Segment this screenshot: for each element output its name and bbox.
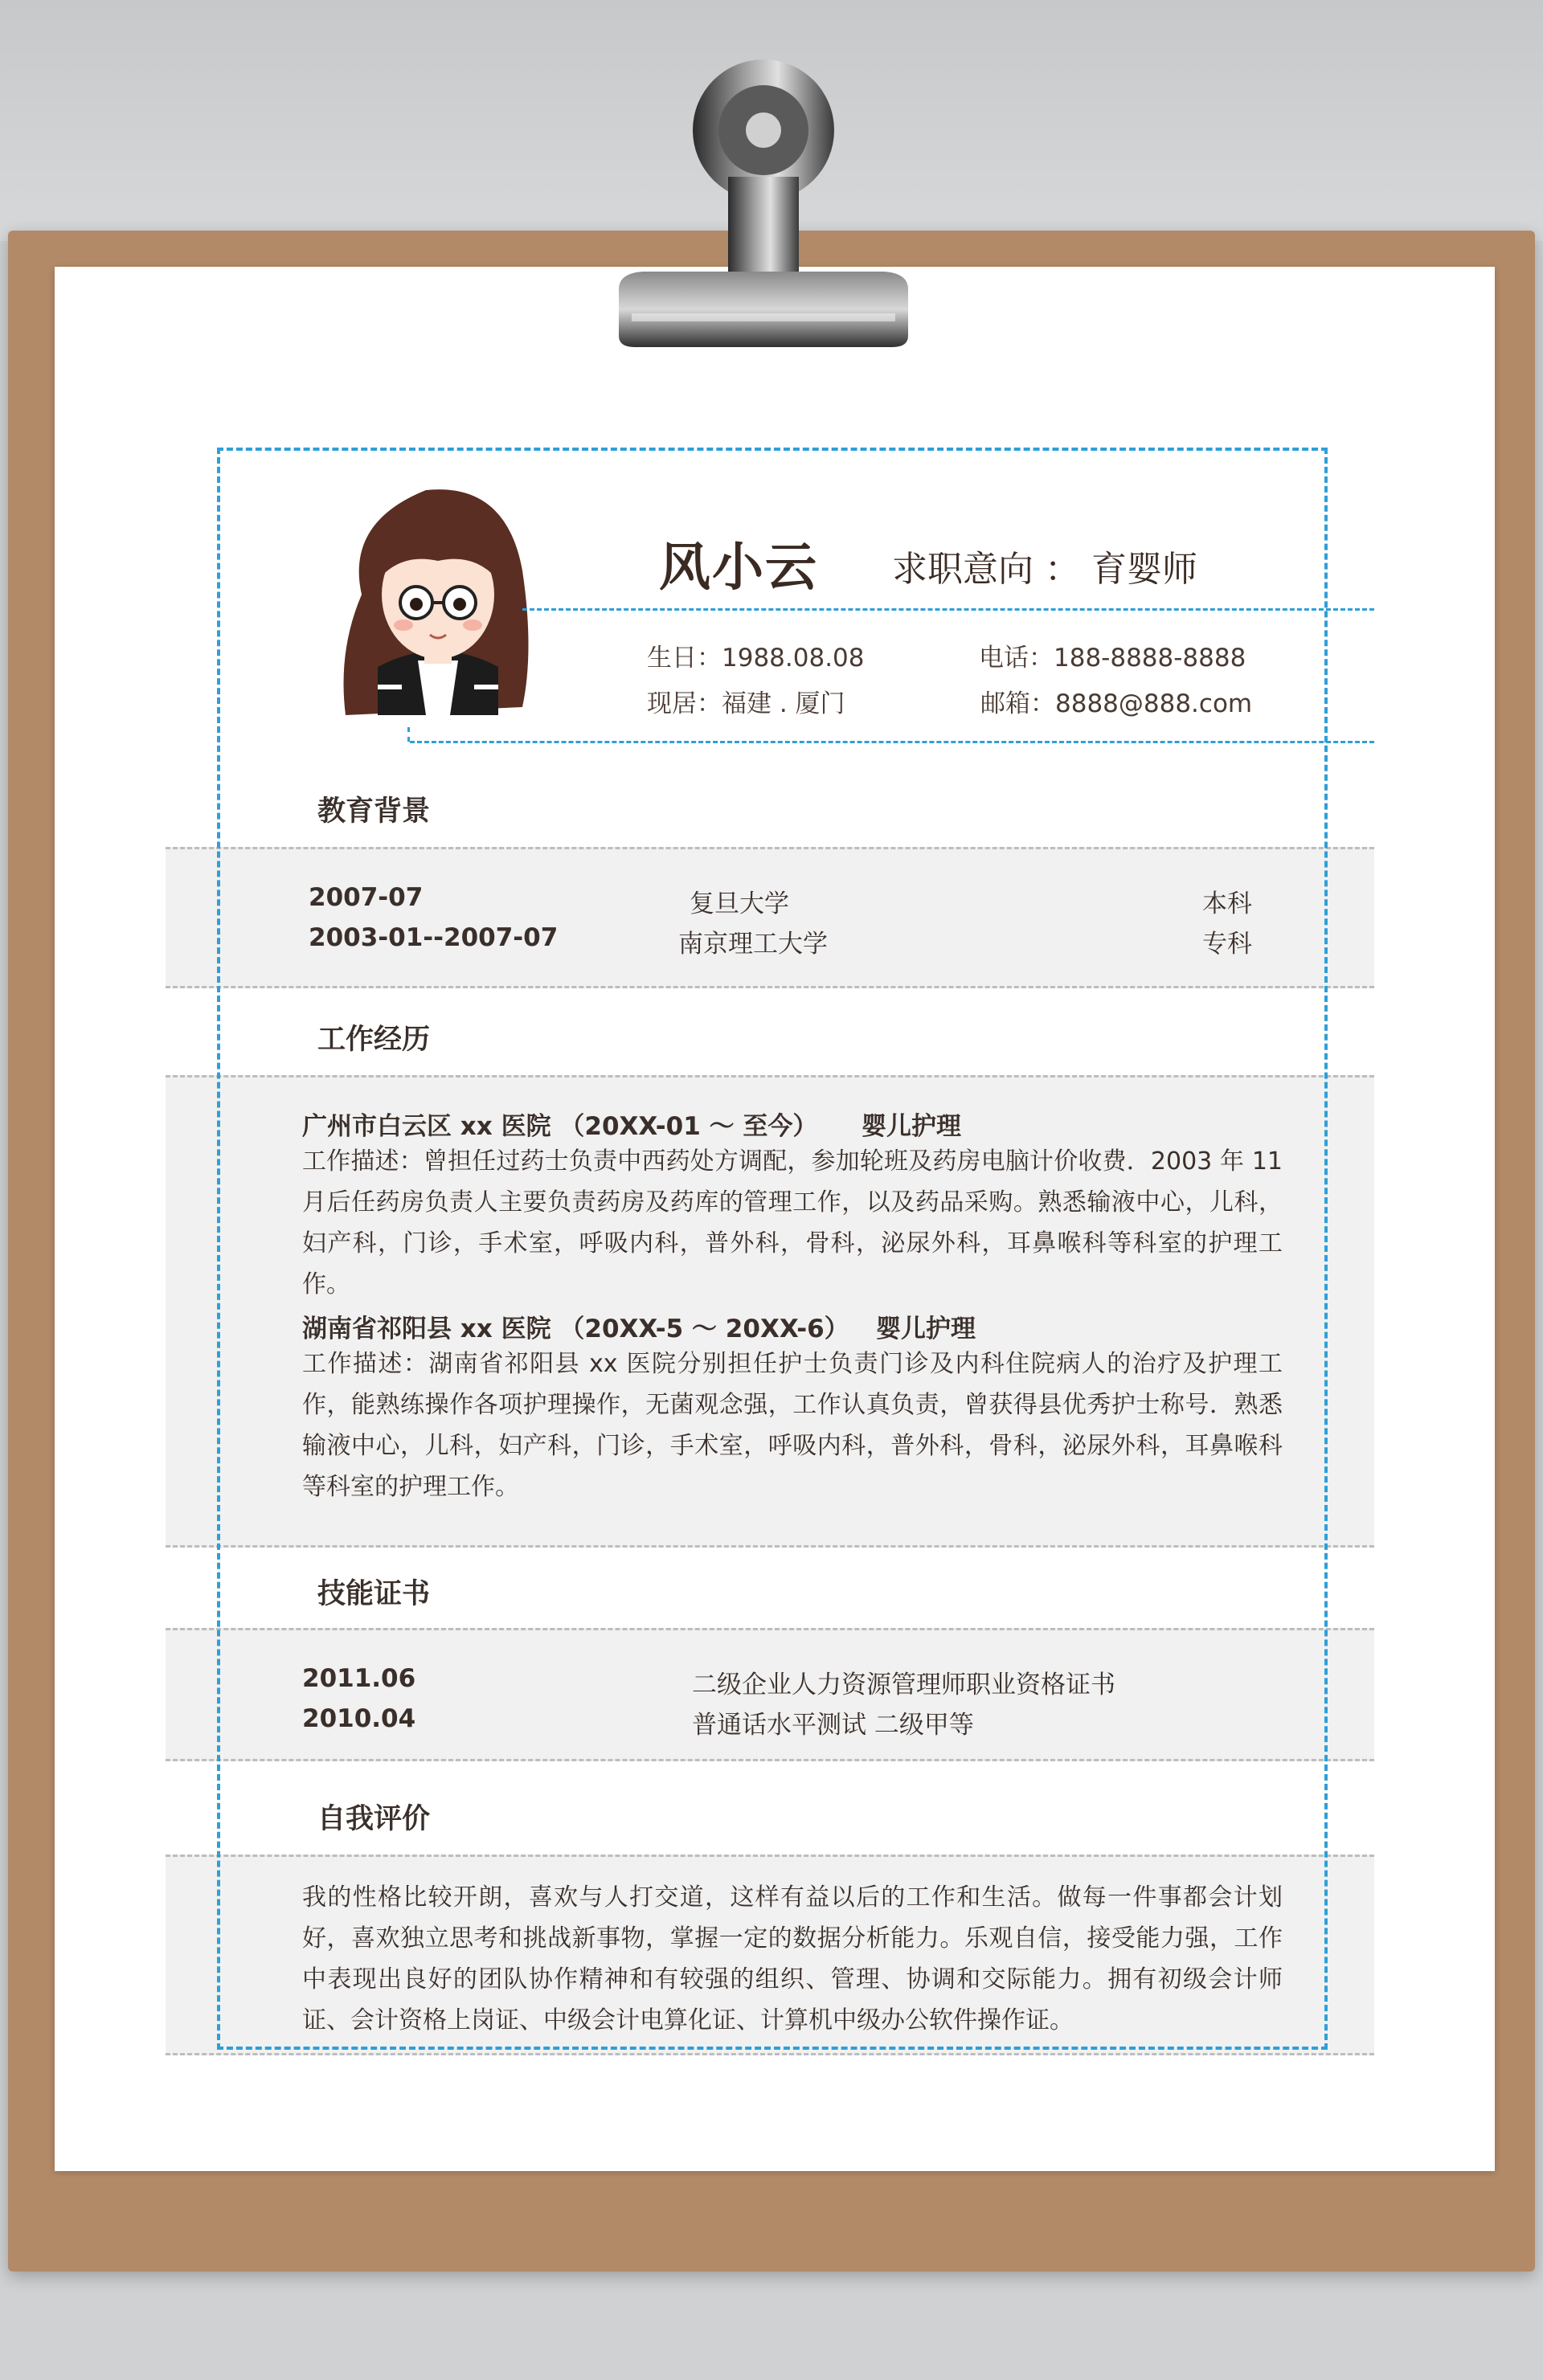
birth-info: 生日：1988.08.08 bbox=[647, 644, 865, 673]
skill-cert-2: 普通话水平测试 二级甲等 bbox=[692, 1711, 974, 1740]
education-title: 教育背景 bbox=[317, 795, 431, 828]
email-info: 邮箱：8888@888.com bbox=[980, 689, 1253, 718]
edu-degree-2: 专科 bbox=[1202, 930, 1252, 959]
work-title: 工作经历 bbox=[317, 1024, 431, 1056]
work-1-role: 婴儿护理 bbox=[862, 1112, 961, 1141]
binder-clip-icon bbox=[571, 48, 956, 362]
work-1-description: 工作描述：曾担任过药士负责中西药处方调配，参加轮班及药房电脑计价收费．2003 年 11 月后任药房负责人主要负责药房及药库的管理工作，以及药品采购。熟悉输液中心，儿科，妇产科，门诊，手术室，呼吸内科，普外科，骨科，泌尿外科，耳鼻喉科等科室的护理工作。 bbox=[302, 1147, 1283, 1298]
self-title: 自我评价 bbox=[317, 1803, 431, 1835]
edu-school-1: 复旦大学 bbox=[690, 889, 789, 918]
header-connector bbox=[407, 727, 410, 742]
candidate-name: 风小云 bbox=[659, 538, 818, 598]
work-2-heading: 湖南省祁阳县 xx 医院 （20XX-5 ～ 20XX-6） bbox=[302, 1315, 849, 1343]
work-1-heading: 广州市白云区 xx 医院 （20XX-01 ～ 至今） bbox=[302, 1112, 818, 1141]
edu-date-2: 2003-01--2007-07 bbox=[309, 923, 559, 952]
avatar-illustration bbox=[329, 474, 546, 731]
header-divider-bottom bbox=[410, 741, 1374, 743]
job-intent: 求职意向 ： 育婴师 bbox=[892, 549, 1197, 590]
skills-band bbox=[166, 1628, 1374, 1761]
education-band bbox=[166, 847, 1374, 988]
skill-date-1: 2011.06 bbox=[302, 1664, 416, 1693]
residence-info: 现居：福建 . 厦门 bbox=[647, 689, 845, 718]
self-evaluation-text: 我的性格比较开朗，喜欢与人打交道，这样有益以后的工作和生活。做每一件事都会计划好，喜欢独立思考和挑战新事物，掌握一定的数据分析能力。乐观自信，接受能力强，工作中表现出良好的团队协作精神和有较强的组织、管理、协调和交际能力。拥有初级会计师证、会计资格上岗证、中级会计电算化证、计算机中级办公软件操作证。 bbox=[302, 1883, 1283, 2034]
edu-degree-1: 本科 bbox=[1202, 889, 1252, 918]
header-divider-top bbox=[522, 608, 1374, 611]
edu-school-2: 南京理工大学 bbox=[678, 930, 828, 959]
skill-cert-1: 二级企业人力资源管理师职业资格证书 bbox=[692, 1670, 1115, 1699]
work-2-role: 婴儿护理 bbox=[876, 1315, 976, 1343]
phone-info: 电话：188-8888-8888 bbox=[979, 644, 1246, 673]
skill-date-2: 2010.04 bbox=[302, 1704, 416, 1733]
work-2-description: 工作描述：湖南省祁阳县 xx 医院分别担任护士负责门诊及内科住院病人的治疗及护理工作，能熟练操作各项护理操作，无菌观念强，工作认真负责，曾获得县优秀护士称号．熟悉输液中心，儿科，妇产科，门诊，手术室，呼吸内科，普外科，骨科，泌尿外科，耳鼻喉科等科室的护理工作。 bbox=[302, 1350, 1283, 1501]
skills-title: 技能证书 bbox=[317, 1578, 431, 1610]
edu-date-1: 2007-07 bbox=[309, 883, 424, 912]
